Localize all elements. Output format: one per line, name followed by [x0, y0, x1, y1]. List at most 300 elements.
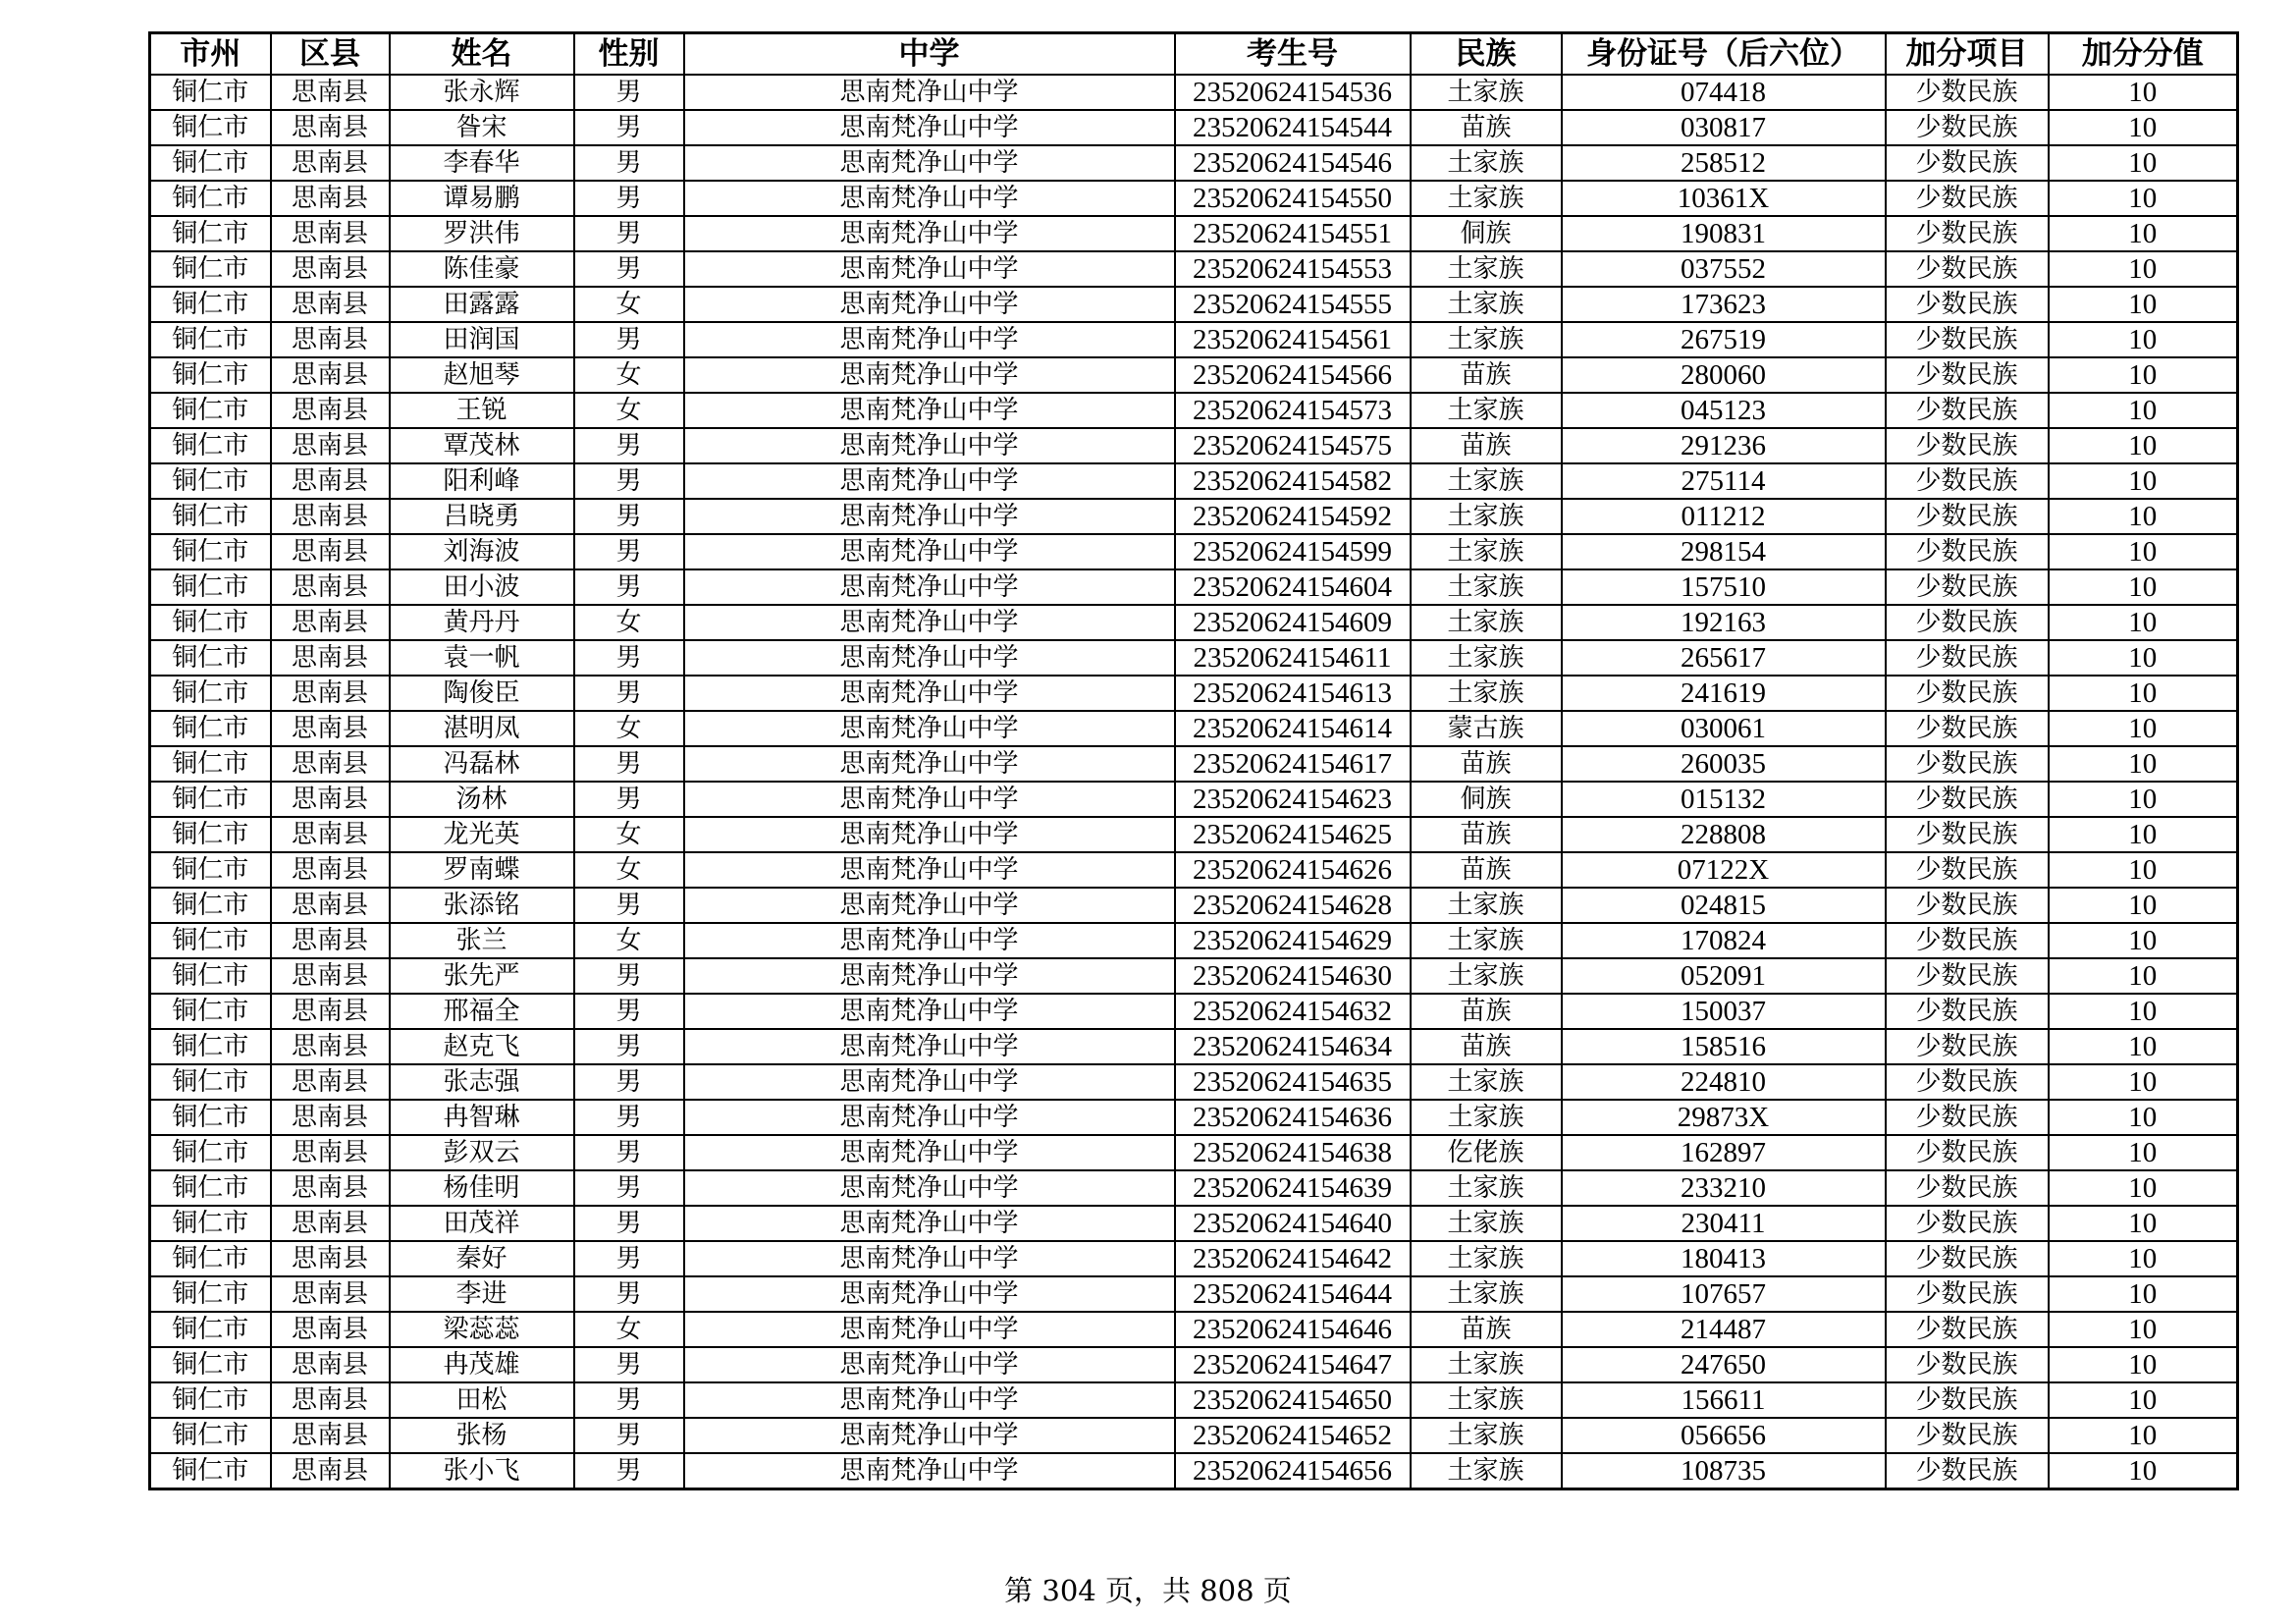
- table-row: [150, 852, 2238, 888]
- cell-school: 思南梵净山中学: [684, 1453, 1175, 1489]
- cell-county: 思南县: [271, 181, 390, 216]
- cell-ethnicity: 土家族: [1411, 1100, 1562, 1135]
- cell-school: 思南梵净山中学: [684, 357, 1175, 393]
- cell-id-last-six: 056656: [1562, 1418, 1886, 1453]
- cell-ethnicity: 土家族: [1411, 181, 1562, 216]
- cell-bonus-item: 少数民族: [1886, 1276, 2049, 1312]
- cell-bonus-value: 10: [2049, 1170, 2238, 1206]
- cell-gender: 男: [574, 463, 684, 499]
- cell-name: 谭易鹏: [390, 181, 574, 216]
- cell-county: 思南县: [271, 923, 390, 958]
- roster-sheet: [148, 31, 2236, 1490]
- cell-city: 铜仁市: [150, 110, 271, 145]
- cell-bonus-value: 10: [2049, 817, 2238, 852]
- cell-id-last-six: 030061: [1562, 711, 1886, 746]
- cell-gender: 男: [574, 958, 684, 994]
- cell-gender: 男: [574, 110, 684, 145]
- cell-exam-number: 23520624154573: [1175, 393, 1411, 428]
- cell-bonus-item: 少数民族: [1886, 287, 2049, 322]
- cell-city: 铜仁市: [150, 923, 271, 958]
- cell-name: 张先严: [390, 958, 574, 994]
- cell-id-last-six: 291236: [1562, 428, 1886, 463]
- cell-exam-number: 23520624154632: [1175, 994, 1411, 1029]
- cell-bonus-item: 少数民族: [1886, 181, 2049, 216]
- cell-city: 铜仁市: [150, 499, 271, 534]
- cell-school: 思南梵净山中学: [684, 251, 1175, 287]
- cell-exam-number: 23520624154555: [1175, 287, 1411, 322]
- table-row: [150, 1347, 2238, 1382]
- cell-bonus-value: 10: [2049, 1135, 2238, 1170]
- cell-name: 张兰: [390, 923, 574, 958]
- cell-bonus-item: 少数民族: [1886, 711, 2049, 746]
- cell-county: 思南县: [271, 428, 390, 463]
- cell-bonus-item: 少数民族: [1886, 1206, 2049, 1241]
- cell-school: 思南梵净山中学: [684, 428, 1175, 463]
- cell-school: 思南梵净山中学: [684, 746, 1175, 782]
- cell-ethnicity: 苗族: [1411, 110, 1562, 145]
- cell-exam-number: 23520624154617: [1175, 746, 1411, 782]
- cell-ethnicity: 土家族: [1411, 923, 1562, 958]
- cell-county: 思南县: [271, 888, 390, 923]
- cell-exam-number: 23520624154640: [1175, 1206, 1411, 1241]
- cell-bonus-item: 少数民族: [1886, 1170, 2049, 1206]
- cell-school: 思南梵净山中学: [684, 534, 1175, 569]
- cell-name: 刘海波: [390, 534, 574, 569]
- cell-id-last-six: 241619: [1562, 676, 1886, 711]
- cell-school: 思南梵净山中学: [684, 1312, 1175, 1347]
- cell-gender: 男: [574, 251, 684, 287]
- cell-gender: 女: [574, 393, 684, 428]
- table-row: [150, 428, 2238, 463]
- cell-school: 思南梵净山中学: [684, 958, 1175, 994]
- cell-bonus-value: 10: [2049, 181, 2238, 216]
- cell-city: 铜仁市: [150, 534, 271, 569]
- table-row: [150, 181, 2238, 216]
- cell-county: 思南县: [271, 499, 390, 534]
- cell-ethnicity: 土家族: [1411, 75, 1562, 110]
- cell-bonus-value: 10: [2049, 145, 2238, 181]
- cell-bonus-value: 10: [2049, 534, 2238, 569]
- cell-ethnicity: 土家族: [1411, 605, 1562, 640]
- bonus-points-table: [148, 31, 2239, 1490]
- cell-school: 思南梵净山中学: [684, 888, 1175, 923]
- table-row: [150, 711, 2238, 746]
- cell-county: 思南县: [271, 1170, 390, 1206]
- cell-city: 铜仁市: [150, 746, 271, 782]
- cell-name: 袁一帆: [390, 640, 574, 676]
- cell-ethnicity: 土家族: [1411, 499, 1562, 534]
- cell-bonus-value: 10: [2049, 888, 2238, 923]
- cell-city: 铜仁市: [150, 711, 271, 746]
- cell-bonus-item: 少数民族: [1886, 640, 2049, 676]
- cell-county: 思南县: [271, 852, 390, 888]
- cell-name: 秦好: [390, 1241, 574, 1276]
- cell-ethnicity: 苗族: [1411, 852, 1562, 888]
- cell-bonus-item: 少数民族: [1886, 1418, 2049, 1453]
- cell-county: 思南县: [271, 110, 390, 145]
- table-row: [150, 958, 2238, 994]
- cell-school: 思南梵净山中学: [684, 817, 1175, 852]
- cell-ethnicity: 土家族: [1411, 1170, 1562, 1206]
- cell-name: 张小飞: [390, 1453, 574, 1489]
- cell-gender: 女: [574, 357, 684, 393]
- cell-bonus-value: 10: [2049, 1241, 2238, 1276]
- cell-id-last-six: 265617: [1562, 640, 1886, 676]
- cell-name: 陶俊臣: [390, 676, 574, 711]
- table-row: [150, 1170, 2238, 1206]
- cell-city: 铜仁市: [150, 75, 271, 110]
- cell-name: 龙光英: [390, 817, 574, 852]
- cell-name: 田润国: [390, 322, 574, 357]
- cell-name: 罗洪伟: [390, 216, 574, 251]
- cell-ethnicity: 土家族: [1411, 676, 1562, 711]
- cell-gender: 男: [574, 1382, 684, 1418]
- cell-gender: 男: [574, 1029, 684, 1064]
- cell-bonus-value: 10: [2049, 251, 2238, 287]
- cell-bonus-value: 10: [2049, 1206, 2238, 1241]
- cell-school: 思南梵净山中学: [684, 994, 1175, 1029]
- table-row: [150, 1064, 2238, 1100]
- cell-name: 赵克飞: [390, 1029, 574, 1064]
- cell-school: 思南梵净山中学: [684, 1347, 1175, 1382]
- cell-name: 黄丹丹: [390, 605, 574, 640]
- cell-county: 思南县: [271, 640, 390, 676]
- cell-name: 吕晓勇: [390, 499, 574, 534]
- cell-gender: 男: [574, 1418, 684, 1453]
- footer-suffix: 页: [1262, 1574, 1292, 1607]
- cell-bonus-item: 少数民族: [1886, 216, 2049, 251]
- cell-gender: 男: [574, 322, 684, 357]
- table-row: [150, 888, 2238, 923]
- table-row: [150, 145, 2238, 181]
- cell-bonus-value: 10: [2049, 1276, 2238, 1312]
- cell-gender: 男: [574, 1170, 684, 1206]
- cell-bonus-item: 少数民族: [1886, 746, 2049, 782]
- page-footer: [0, 1569, 2296, 1609]
- table-row: [150, 1382, 2238, 1418]
- cell-ethnicity: 土家族: [1411, 1276, 1562, 1312]
- cell-school: 思南梵净山中学: [684, 499, 1175, 534]
- cell-school: 思南梵净山中学: [684, 852, 1175, 888]
- cell-gender: 男: [574, 1276, 684, 1312]
- cell-name: 田小波: [390, 569, 574, 605]
- cell-gender: 男: [574, 888, 684, 923]
- cell-city: 铜仁市: [150, 676, 271, 711]
- table-row: [150, 994, 2238, 1029]
- table-row: [150, 569, 2238, 605]
- cell-city: 铜仁市: [150, 1382, 271, 1418]
- cell-name: 田松: [390, 1382, 574, 1418]
- cell-bonus-value: 10: [2049, 994, 2238, 1029]
- cell-bonus-value: 10: [2049, 958, 2238, 994]
- cell-ethnicity: 土家族: [1411, 251, 1562, 287]
- cell-school: 思南梵净山中学: [684, 1241, 1175, 1276]
- cell-name: 赵旭琴: [390, 357, 574, 393]
- cell-exam-number: 23520624154604: [1175, 569, 1411, 605]
- cell-id-last-six: 258512: [1562, 145, 1886, 181]
- cell-id-last-six: 158516: [1562, 1029, 1886, 1064]
- cell-gender: 男: [574, 640, 684, 676]
- cell-bonus-value: 10: [2049, 1382, 2238, 1418]
- cell-name: 冯磊林: [390, 746, 574, 782]
- cell-county: 思南县: [271, 534, 390, 569]
- cell-id-last-six: 180413: [1562, 1241, 1886, 1276]
- cell-exam-number: 23520624154599: [1175, 534, 1411, 569]
- cell-gender: 男: [574, 499, 684, 534]
- cell-exam-number: 23520624154628: [1175, 888, 1411, 923]
- cell-city: 铜仁市: [150, 216, 271, 251]
- cell-exam-number: 23520624154646: [1175, 1312, 1411, 1347]
- cell-id-last-six: 267519: [1562, 322, 1886, 357]
- cell-exam-number: 23520624154611: [1175, 640, 1411, 676]
- cell-city: 铜仁市: [150, 322, 271, 357]
- cell-school: 思南梵净山中学: [684, 1276, 1175, 1312]
- cell-gender: 男: [574, 1135, 684, 1170]
- cell-gender: 女: [574, 711, 684, 746]
- cell-exam-number: 23520624154536: [1175, 75, 1411, 110]
- cell-bonus-item: 少数民族: [1886, 782, 2049, 817]
- cell-name: 邢福全: [390, 994, 574, 1029]
- cell-bonus-value: 10: [2049, 852, 2238, 888]
- cell-ethnicity: 苗族: [1411, 1029, 1562, 1064]
- cell-gender: 男: [574, 534, 684, 569]
- cell-id-last-six: 260035: [1562, 746, 1886, 782]
- cell-school: 思南梵净山中学: [684, 923, 1175, 958]
- cell-school: 思南梵净山中学: [684, 1382, 1175, 1418]
- cell-name: 张杨: [390, 1418, 574, 1453]
- cell-gender: 男: [574, 1064, 684, 1100]
- cell-exam-number: 23520624154550: [1175, 181, 1411, 216]
- cell-bonus-item: 少数民族: [1886, 852, 2049, 888]
- cell-id-last-six: 107657: [1562, 1276, 1886, 1312]
- cell-id-last-six: 07122X: [1562, 852, 1886, 888]
- table-row: [150, 1418, 2238, 1453]
- table-row: [150, 75, 2238, 110]
- cell-exam-number: 23520624154650: [1175, 1382, 1411, 1418]
- cell-city: 铜仁市: [150, 569, 271, 605]
- header-county: 区县: [271, 33, 390, 76]
- cell-ethnicity: 土家族: [1411, 958, 1562, 994]
- cell-county: 思南县: [271, 994, 390, 1029]
- cell-ethnicity: 苗族: [1411, 746, 1562, 782]
- cell-city: 铜仁市: [150, 1135, 271, 1170]
- cell-city: 铜仁市: [150, 428, 271, 463]
- table-row: [150, 605, 2238, 640]
- cell-gender: 女: [574, 852, 684, 888]
- cell-gender: 女: [574, 605, 684, 640]
- cell-id-last-six: 29873X: [1562, 1100, 1886, 1135]
- table-row: [150, 676, 2238, 711]
- cell-ethnicity: 苗族: [1411, 1312, 1562, 1347]
- cell-bonus-value: 10: [2049, 782, 2238, 817]
- cell-school: 思南梵净山中学: [684, 393, 1175, 428]
- cell-ethnicity: 土家族: [1411, 1206, 1562, 1241]
- cell-county: 思南县: [271, 782, 390, 817]
- table-row: [150, 357, 2238, 393]
- cell-city: 铜仁市: [150, 852, 271, 888]
- cell-name: 田露露: [390, 287, 574, 322]
- cell-city: 铜仁市: [150, 393, 271, 428]
- cell-bonus-item: 少数民族: [1886, 357, 2049, 393]
- cell-exam-number: 23520624154551: [1175, 216, 1411, 251]
- cell-bonus-item: 少数民族: [1886, 1241, 2049, 1276]
- cell-bonus-item: 少数民族: [1886, 1100, 2049, 1135]
- cell-county: 思南县: [271, 1241, 390, 1276]
- cell-name: 张添铭: [390, 888, 574, 923]
- cell-school: 思南梵净山中学: [684, 640, 1175, 676]
- cell-bonus-value: 10: [2049, 1312, 2238, 1347]
- table-header-row: [150, 33, 2238, 76]
- cell-exam-number: 23520624154652: [1175, 1418, 1411, 1453]
- cell-bonus-value: 10: [2049, 1029, 2238, 1064]
- cell-city: 铜仁市: [150, 181, 271, 216]
- cell-county: 思南县: [271, 216, 390, 251]
- cell-bonus-item: 少数民族: [1886, 676, 2049, 711]
- cell-city: 铜仁市: [150, 817, 271, 852]
- cell-gender: 男: [574, 782, 684, 817]
- cell-city: 铜仁市: [150, 1453, 271, 1489]
- cell-bonus-item: 少数民族: [1886, 534, 2049, 569]
- table-row: [150, 216, 2238, 251]
- cell-id-last-six: 214487: [1562, 1312, 1886, 1347]
- cell-county: 思南县: [271, 746, 390, 782]
- cell-county: 思南县: [271, 958, 390, 994]
- cell-school: 思南梵净山中学: [684, 1135, 1175, 1170]
- cell-city: 铜仁市: [150, 287, 271, 322]
- header-gender: 性别: [574, 33, 684, 76]
- cell-bonus-item: 少数民族: [1886, 888, 2049, 923]
- cell-county: 思南县: [271, 1064, 390, 1100]
- cell-id-last-six: 030817: [1562, 110, 1886, 145]
- header-city: 市州: [150, 33, 271, 76]
- cell-ethnicity: 土家族: [1411, 534, 1562, 569]
- cell-ethnicity: 土家族: [1411, 322, 1562, 357]
- cell-id-last-six: 150037: [1562, 994, 1886, 1029]
- cell-county: 思南县: [271, 1276, 390, 1312]
- cell-ethnicity: 土家族: [1411, 1347, 1562, 1382]
- cell-gender: 男: [574, 1241, 684, 1276]
- cell-exam-number: 23520624154623: [1175, 782, 1411, 817]
- cell-gender: 男: [574, 1347, 684, 1382]
- cell-gender: 男: [574, 676, 684, 711]
- cell-county: 思南县: [271, 676, 390, 711]
- footer-middle: 页，共: [1104, 1574, 1191, 1607]
- cell-id-last-six: 224810: [1562, 1064, 1886, 1100]
- cell-gender: 男: [574, 994, 684, 1029]
- cell-gender: 女: [574, 923, 684, 958]
- cell-ethnicity: 土家族: [1411, 1241, 1562, 1276]
- cell-bonus-item: 少数民族: [1886, 463, 2049, 499]
- footer-current-page: 304: [1041, 1574, 1096, 1607]
- cell-ethnicity: 土家族: [1411, 463, 1562, 499]
- cell-id-last-six: 052091: [1562, 958, 1886, 994]
- cell-exam-number: 23520624154613: [1175, 676, 1411, 711]
- cell-exam-number: 23520624154544: [1175, 110, 1411, 145]
- cell-ethnicity: 苗族: [1411, 817, 1562, 852]
- cell-bonus-value: 10: [2049, 463, 2238, 499]
- cell-bonus-item: 少数民族: [1886, 110, 2049, 145]
- cell-gender: 女: [574, 1312, 684, 1347]
- cell-school: 思南梵净山中学: [684, 75, 1175, 110]
- cell-city: 铜仁市: [150, 1418, 271, 1453]
- cell-exam-number: 23520624154582: [1175, 463, 1411, 499]
- cell-gender: 男: [574, 181, 684, 216]
- header-ethnicity: 民族: [1411, 33, 1562, 76]
- cell-bonus-value: 10: [2049, 1453, 2238, 1489]
- cell-ethnicity: 苗族: [1411, 428, 1562, 463]
- cell-county: 思南县: [271, 393, 390, 428]
- cell-school: 思南梵净山中学: [684, 110, 1175, 145]
- cell-city: 铜仁市: [150, 1170, 271, 1206]
- cell-city: 铜仁市: [150, 1312, 271, 1347]
- table-row: [150, 923, 2238, 958]
- cell-exam-number: 23520624154647: [1175, 1347, 1411, 1382]
- cell-id-last-six: 162897: [1562, 1135, 1886, 1170]
- table-row: [150, 499, 2238, 534]
- cell-name: 冉茂雄: [390, 1347, 574, 1382]
- cell-school: 思南梵净山中学: [684, 1064, 1175, 1100]
- cell-city: 铜仁市: [150, 782, 271, 817]
- cell-county: 思南县: [271, 1347, 390, 1382]
- cell-exam-number: 23520624154609: [1175, 605, 1411, 640]
- cell-ethnicity: 苗族: [1411, 357, 1562, 393]
- cell-school: 思南梵净山中学: [684, 605, 1175, 640]
- cell-bonus-item: 少数民族: [1886, 393, 2049, 428]
- table-body: [150, 75, 2238, 1489]
- footer-prefix: 第: [1004, 1574, 1034, 1607]
- cell-bonus-value: 10: [2049, 711, 2238, 746]
- cell-school: 思南梵净山中学: [684, 1029, 1175, 1064]
- cell-exam-number: 23520624154553: [1175, 251, 1411, 287]
- cell-bonus-item: 少数民族: [1886, 605, 2049, 640]
- cell-county: 思南县: [271, 1418, 390, 1453]
- cell-bonus-value: 10: [2049, 676, 2238, 711]
- cell-city: 铜仁市: [150, 888, 271, 923]
- table-row: [150, 251, 2238, 287]
- cell-city: 铜仁市: [150, 994, 271, 1029]
- cell-county: 思南县: [271, 605, 390, 640]
- cell-id-last-six: 011212: [1562, 499, 1886, 534]
- cell-bonus-item: 少数民族: [1886, 994, 2049, 1029]
- cell-exam-number: 23520624154629: [1175, 923, 1411, 958]
- cell-bonus-value: 10: [2049, 1064, 2238, 1100]
- cell-name: 梁蕊蕊: [390, 1312, 574, 1347]
- table-row: [150, 1100, 2238, 1135]
- cell-name: 张志强: [390, 1064, 574, 1100]
- cell-exam-number: 23520624154626: [1175, 852, 1411, 888]
- cell-ethnicity: 土家族: [1411, 569, 1562, 605]
- cell-county: 思南县: [271, 75, 390, 110]
- cell-gender: 男: [574, 145, 684, 181]
- cell-school: 思南梵净山中学: [684, 782, 1175, 817]
- cell-bonus-value: 10: [2049, 1418, 2238, 1453]
- cell-exam-number: 23520624154642: [1175, 1241, 1411, 1276]
- cell-bonus-item: 少数民族: [1886, 322, 2049, 357]
- cell-city: 铜仁市: [150, 1276, 271, 1312]
- cell-school: 思南梵净山中学: [684, 676, 1175, 711]
- cell-school: 思南梵净山中学: [684, 181, 1175, 216]
- cell-id-last-six: 157510: [1562, 569, 1886, 605]
- cell-county: 思南县: [271, 463, 390, 499]
- cell-id-last-six: 156611: [1562, 1382, 1886, 1418]
- cell-gender: 男: [574, 1206, 684, 1241]
- cell-ethnicity: 土家族: [1411, 393, 1562, 428]
- cell-id-last-six: 298154: [1562, 534, 1886, 569]
- cell-name: 李进: [390, 1276, 574, 1312]
- cell-bonus-item: 少数民族: [1886, 1029, 2049, 1064]
- cell-exam-number: 23520624154636: [1175, 1100, 1411, 1135]
- cell-county: 思南县: [271, 357, 390, 393]
